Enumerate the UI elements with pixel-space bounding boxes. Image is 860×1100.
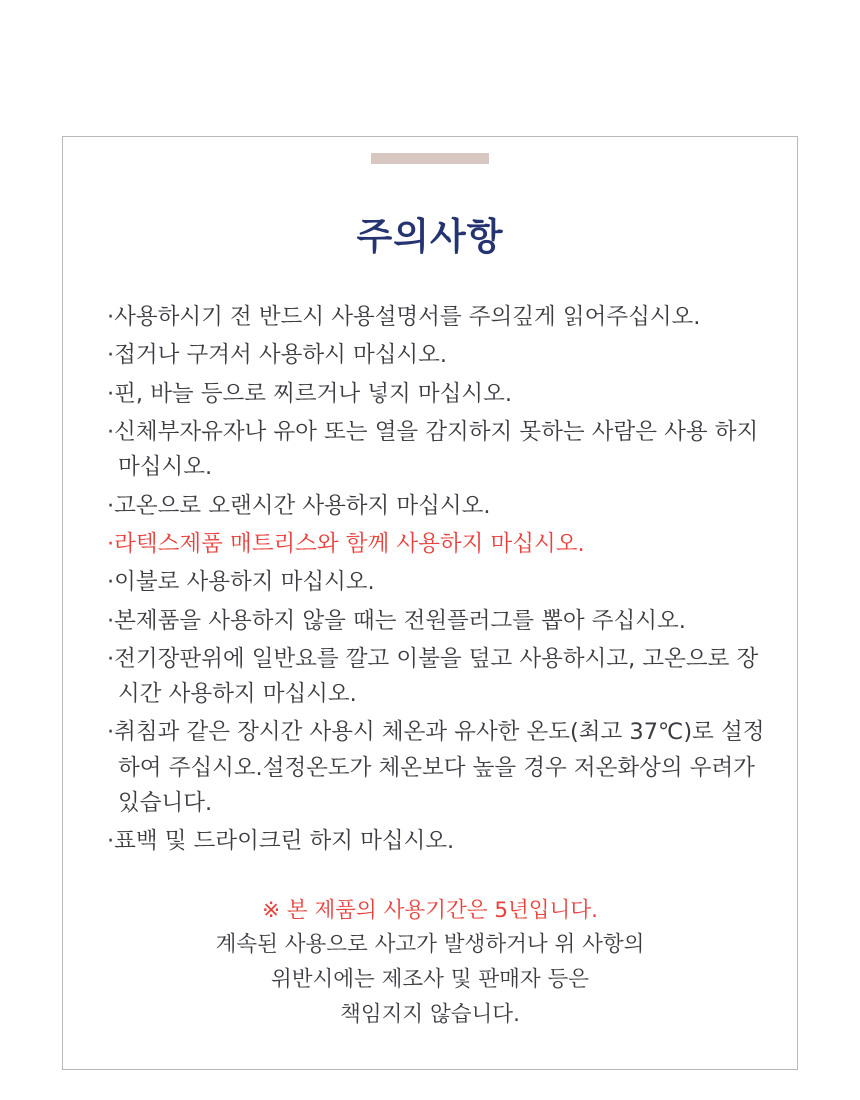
list-item: ·표백 및 드라이크린 하지 마십시오. [107, 828, 455, 855]
accent-bar [371, 153, 489, 164]
list-item: ·이불로 사용하지 마십시오. [107, 569, 375, 596]
list-item: ·핀, 바늘 등으로 찌르거나 넣지 마십시오. [107, 380, 512, 407]
notice-list [63, 300, 797, 860]
list-item: ·고온으로 오랜시간 사용하지 마십시오. [107, 492, 491, 519]
list-item: ·본제품을 사용하지 않을 때는 전원플러그를 뽑아 주십시오. [107, 607, 686, 634]
footer-line: 위반시에는 제조사 및 판매자 등은 [270, 966, 590, 992]
page-title: 주의사항 [356, 215, 504, 258]
notice-card [62, 136, 798, 1070]
list-item: ·전기장판위에 일반요를 깔고 이불을 덮고 사용하시고, 고온으로 장시간 사용하지 마십시오. [107, 645, 759, 708]
list-item: ·사용하시기 전 반드시 사용설명서를 주의깊게 읽어주십시오. [107, 304, 701, 330]
footer-line: 계속된 사용으로 사고가 발생하거나 위 사항의 [215, 932, 645, 958]
list-item-warning: ·라텍스제품 매트리스와 함께 사용하지 마십시오. [107, 530, 585, 557]
list-item: ·취침과 같은 장시간 사용시 체온과 유사한 온도(최고 37℃)로 설정하여 주십시오.설정온도가 체온보다 높을 경우 저온화상의 우려가 있습니다. [107, 719, 765, 817]
list-item: ·신체부자유자나 유아 또는 열을 감지하지 못하는 사람은 사용 하지 마십시오. [107, 418, 759, 481]
footer-line: 책임지지 않습니다. [340, 1001, 520, 1027]
list-item: ·접거나 구겨서 사용하시 마십시오. [107, 342, 448, 369]
footer-highlight: ※ 본 제품의 사용기간은 5년입니다. [262, 897, 598, 923]
footer-block [63, 894, 797, 1033]
